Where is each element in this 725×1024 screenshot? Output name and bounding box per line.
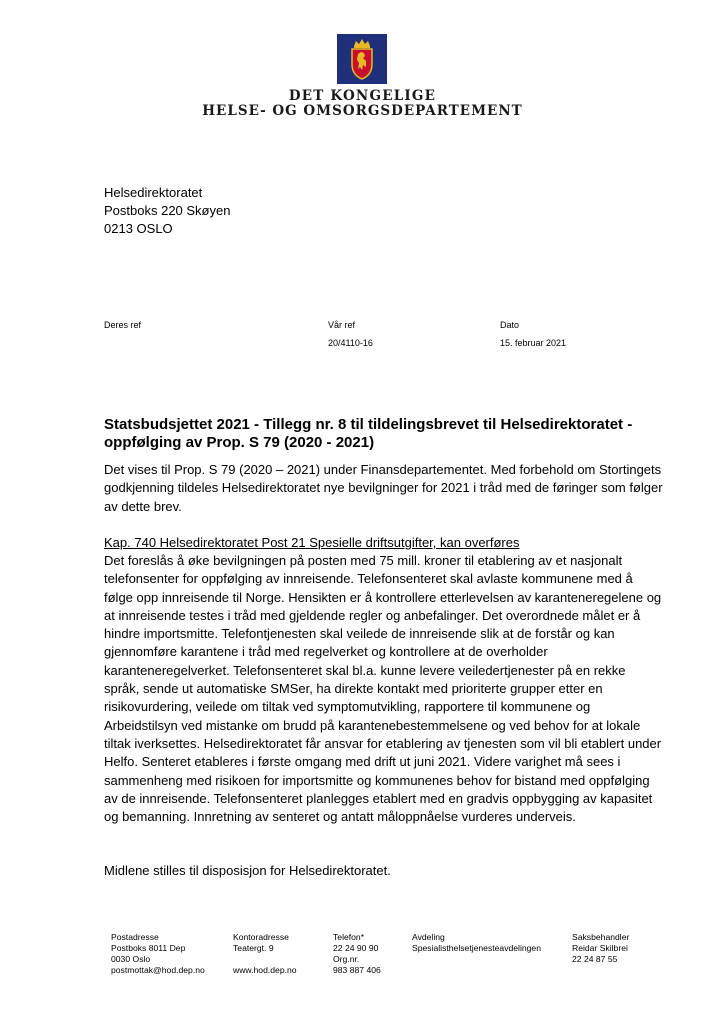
section-paragraph: Det foreslås å øke bevilgningen på posten med 75 mill. kroner til etablering av et nasjonalt telefonsenter for oppfølging av innreisende. Telefonsenteret skal avlaste kommunene med å følge opp innreisende til Norge. Hensikten er å kontrollere etterlevelsen av karanteneregelene og at innreisende testes i tråd med gjeldende regler og anbefalinger. Det overordnede målet er å hindre importsmitte. Telefontjenesten skal veilede de innreisende slik at de forstår og kan gjennomføre karantene i tråd med regelverket og kontrollere at de overholder karanteneregelverket. Telefonsenteret skal bl.a. kunne levere veiledertjenester på en rekke språk, sende ut automatiske SMSer, ha direkte kontakt med prioriterte grupper etter en risikovurdering, veilede om tiltak ved symptomutvikling, rapportere til kommunene og Arbeidstilsyn ved mistanke om brudd på karantenebestemmelsene og ved behov for at lokale tiltak iverksettes. Helsedirektoratet får ansvar for etablering av tjenesten som vil bli etablert under Helfo. Senteret etableres i første omgang med drift ut juni 2021. Videre varighet må sees i sammenheng med risikoen for importsmitte og kommunenes behov for bistand med oppfølging av de innreisende. Telefonsenteret planlegges etablert med en gradvis oppbygging av kapasitet og bemanning. Innretning av senteret og antatt måloppnåelse vurderes underveis. bbox=[104, 553, 662, 825]
footer-telefon bbox=[333, 932, 381, 976]
footer-kontoradresse-label: Kontoradresse bbox=[233, 932, 289, 942]
recipient-name: Helsedirektoratet bbox=[104, 185, 203, 200]
footer-website-link[interactable]: www.hod.dep.no bbox=[233, 965, 297, 975]
footer-avdeling-label: Avdeling bbox=[412, 932, 445, 942]
footer-orgnr-label: Org.nr. bbox=[333, 954, 360, 964]
footer-kontoradresse-line: Teatergt. 9 bbox=[233, 943, 274, 953]
var-ref-value: 20/4110-16 bbox=[328, 338, 373, 348]
footer-avdeling bbox=[412, 932, 541, 954]
footer-postadresse-line: Postboks 8011 Dep bbox=[111, 943, 186, 953]
footer-telefon-number: 22 24 90 90 bbox=[333, 943, 379, 953]
ministry-name-line1: DET KONGELIGE bbox=[288, 88, 437, 104]
closing-line: Midlene stilles til disposisjon for Helsedirektoratet. bbox=[104, 863, 391, 878]
footer-postadresse-line: 0030 Oslo bbox=[111, 954, 151, 964]
footer-telefon-label: Telefon* bbox=[333, 932, 365, 942]
recipient-postal: 0213 OSLO bbox=[104, 221, 173, 236]
section-heading: Kap. 740 Helsedirektoratet Post 21 Spesielle driftsutgifter, kan overføres bbox=[104, 535, 520, 550]
footer-avdeling-value: Spesialisthelsetjenesteavdelingen bbox=[412, 943, 541, 953]
footer-saksbehandler-name: Reidar Skilbrei bbox=[572, 943, 628, 953]
footer-kontoradresse bbox=[233, 932, 297, 976]
footer-saksbehandler-phone: 22 24 87 55 bbox=[572, 954, 618, 964]
deres-ref-label: Deres ref bbox=[104, 320, 142, 330]
footer-email-link[interactable]: postmottak@hod.dep.no bbox=[111, 965, 205, 975]
footer-saksbehandler-label: Saksbehandler bbox=[572, 932, 630, 942]
intro-paragraph: Det vises til Prop. S 79 (2020 – 2021) under Finansdepartementet. Med forbehold om Stortingets godkjenning tildeles Helsedirektoratet nye bevilgninger for 2021 i tråd med de føringer som følger av dette brev. bbox=[104, 462, 663, 514]
date-label: Dato bbox=[500, 320, 520, 330]
footer-saksbehandler bbox=[572, 932, 629, 965]
coat-of-arms-icon bbox=[337, 34, 387, 84]
letter-title: Statsbudsjettet 2021 - Tillegg nr. 8 til tildelingsbrevet til Helsedirektoratet - oppfølging av Prop. S 79 (2020 - 2021) bbox=[104, 416, 633, 451]
recipient-street: Postboks 220 Skøyen bbox=[104, 203, 231, 218]
ministry-name-line2: HELSE- OG OMSORGSDEPARTEMENT bbox=[202, 103, 523, 119]
footer-postadresse-label: Postadresse bbox=[111, 932, 159, 942]
footer-postadresse bbox=[111, 932, 205, 976]
footer-kontoradresse-blank bbox=[233, 954, 297, 965]
date-value: 15. februar 2021 bbox=[500, 338, 567, 348]
footer-orgnr-value: 983 887 406 bbox=[333, 965, 381, 975]
var-ref-label: Vår ref bbox=[328, 320, 356, 330]
recipient-address bbox=[104, 184, 230, 238]
